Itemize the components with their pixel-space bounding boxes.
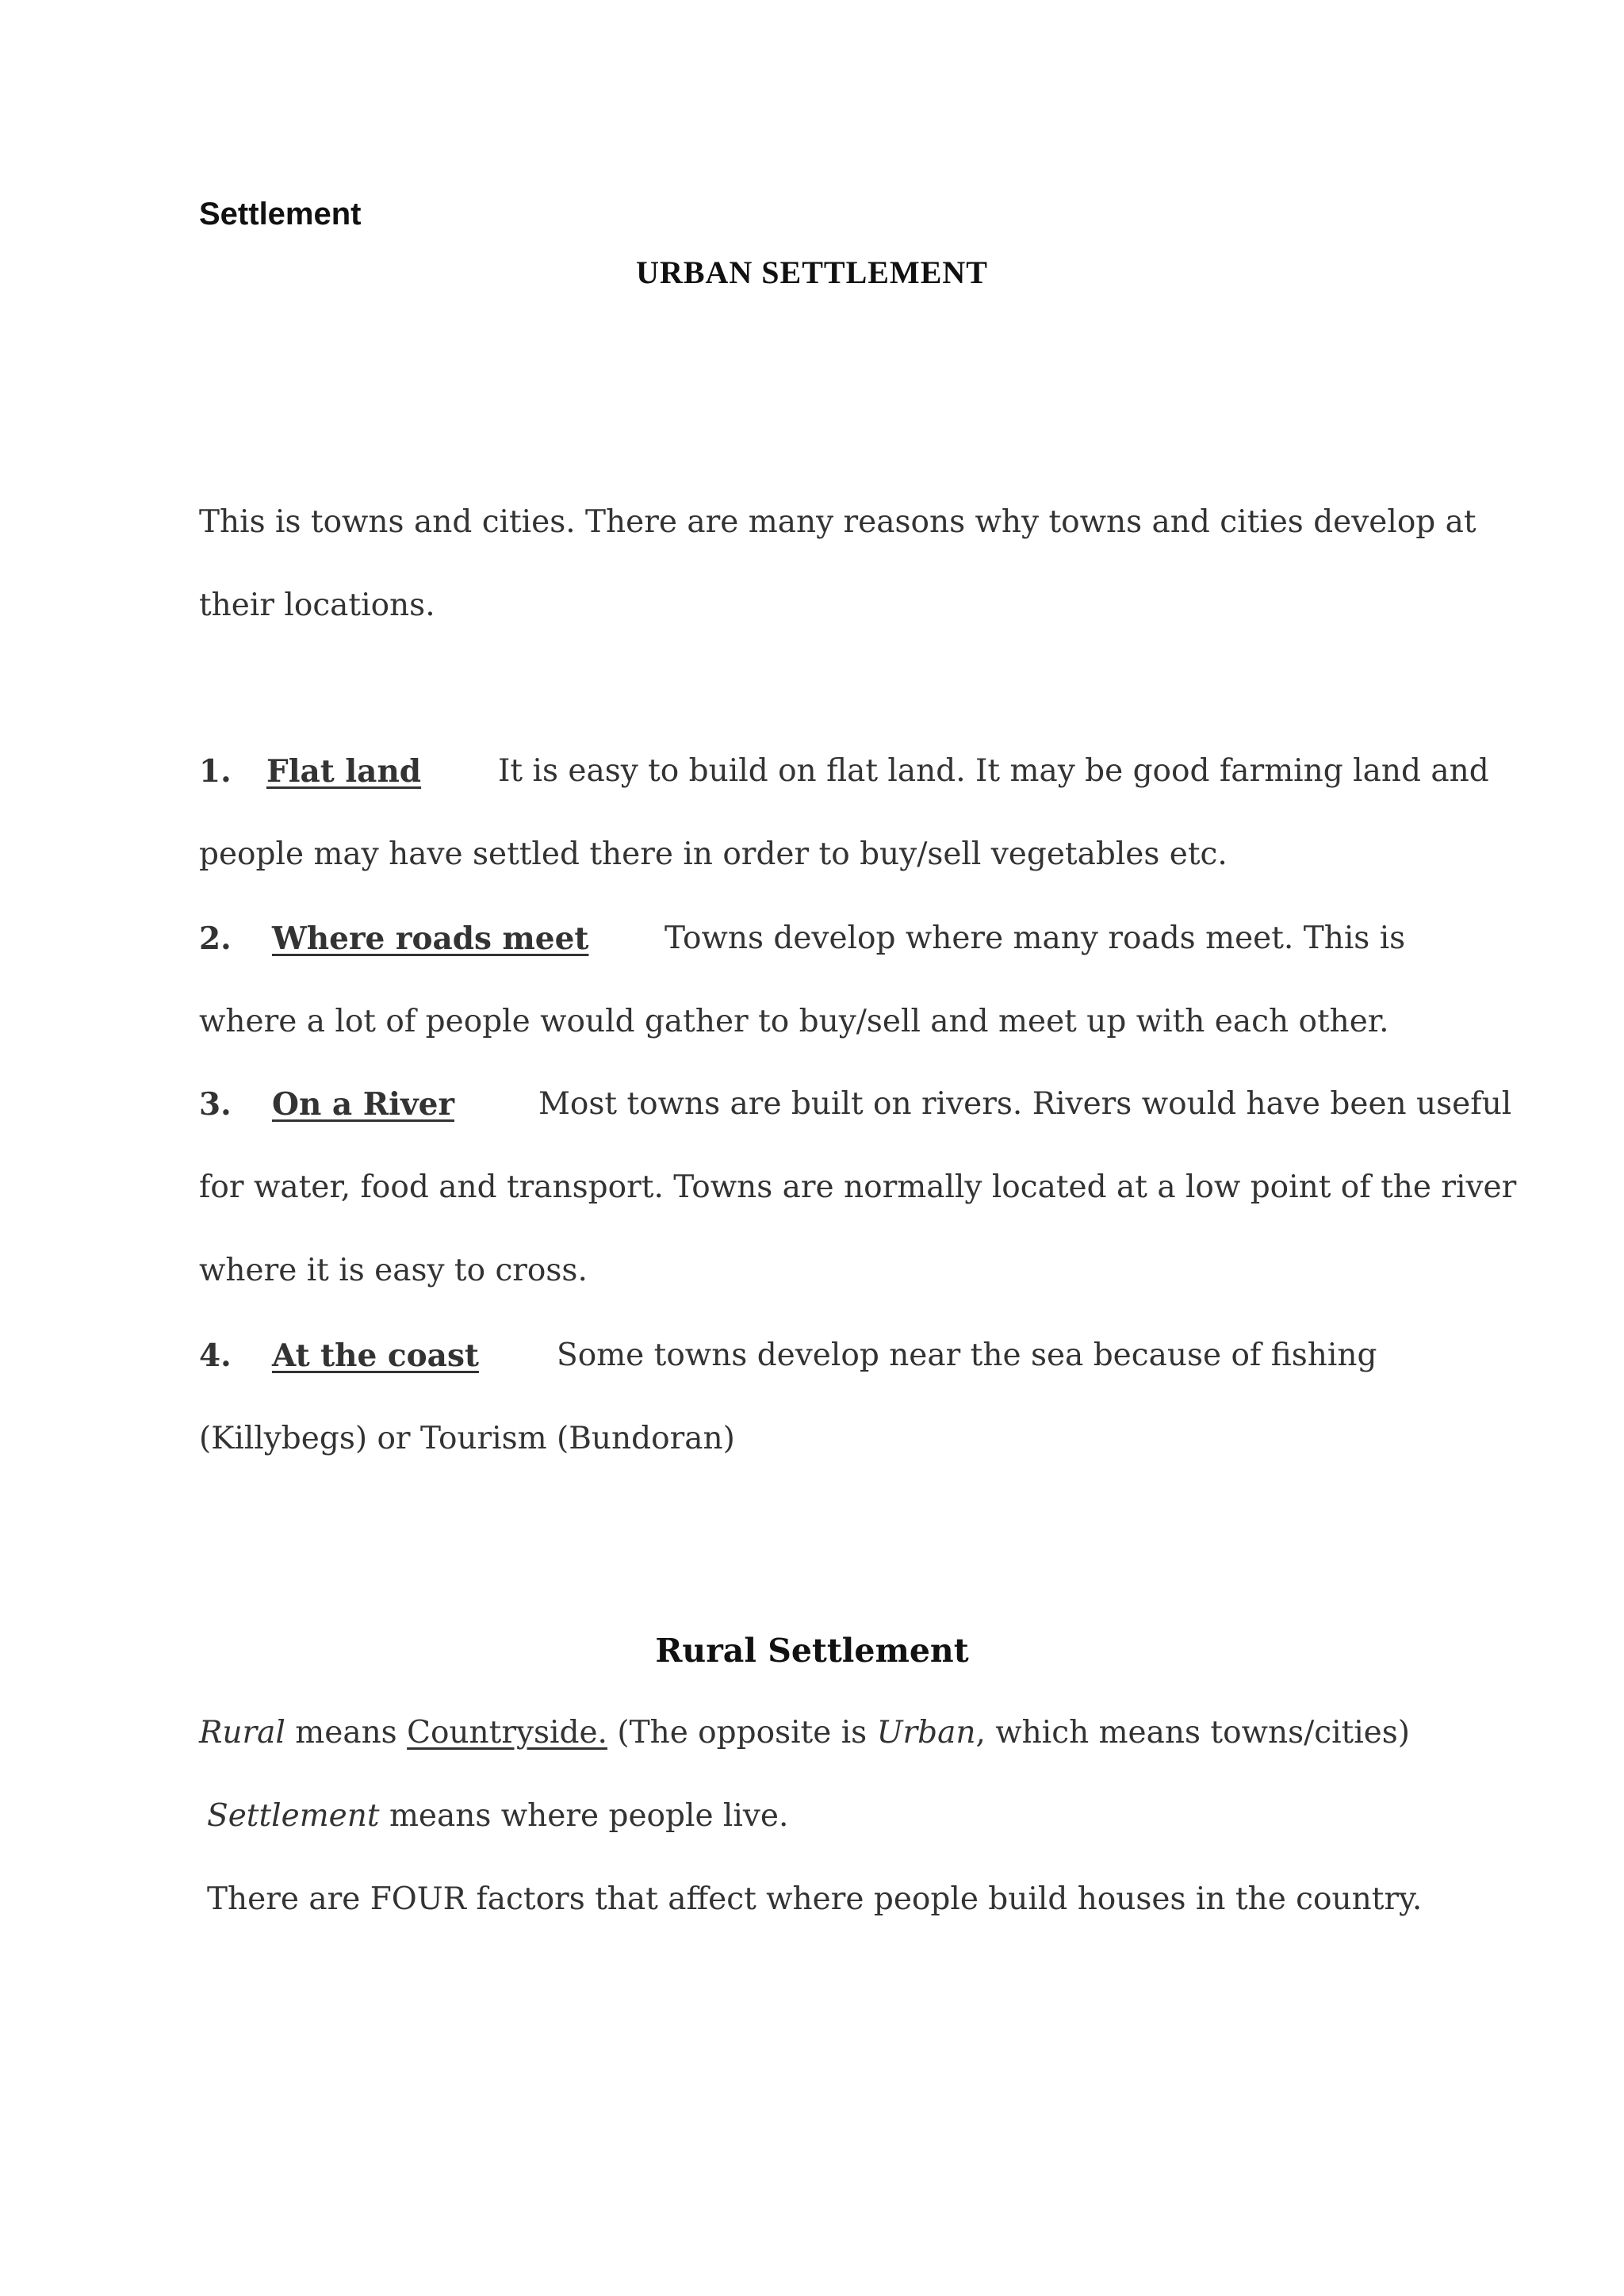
list-text: Most towns are built on rivers. Rivers would have been useful xyxy=(538,1086,1512,1122)
rural-term: Rural xyxy=(199,1715,285,1751)
list-term: Flat land xyxy=(266,753,422,790)
list-text: (Killybegs) or Tourism (Bundoran) xyxy=(199,1421,735,1456)
text-span: , which means towns/cities) xyxy=(975,1715,1410,1751)
document-label: Settlement xyxy=(199,197,362,232)
list-text: Some towns develop near the sea because of fishing xyxy=(557,1337,1377,1373)
list-text: people may have settled there in order to buy/sell vegetables etc. xyxy=(199,836,1228,872)
intro-line-2: their locations. xyxy=(199,587,435,623)
list-term: Where roads meet xyxy=(272,920,589,957)
list-text: Towns develop where many roads meet. This is xyxy=(665,920,1406,956)
list-number: 2. xyxy=(199,920,232,957)
list-term: On a River xyxy=(272,1086,455,1123)
section-title: Rural Settlement xyxy=(655,1632,969,1670)
list-text: for water, food and transport. Towns are normally located at a low point of the river xyxy=(199,1169,1517,1205)
text-span: (The opposite is xyxy=(607,1715,877,1751)
countryside-term: Countryside. xyxy=(407,1715,607,1751)
list-text: where it is easy to cross. xyxy=(199,1253,588,1288)
list-text: where a lot of people would gather to buy/sell and meet up with each other. xyxy=(199,1004,1389,1039)
text-span: means xyxy=(285,1715,408,1751)
urban-term: Urban xyxy=(876,1715,976,1751)
list-text: It is easy to build on flat land. It may be good farming land and xyxy=(498,753,1489,789)
settlement-term: Settlement xyxy=(207,1798,380,1834)
rural-definition-line xyxy=(199,1715,1410,1751)
list-term: At the coast xyxy=(272,1337,479,1374)
list-number: 4. xyxy=(199,1337,232,1374)
list-number: 3. xyxy=(199,1086,232,1123)
intro-line-1: This is towns and cities. There are many reasons why towns and cities develop at xyxy=(199,504,1477,540)
factors-line: There are FOUR factors that affect where people build houses in the country. xyxy=(207,1881,1423,1917)
list-number: 1. xyxy=(199,753,232,790)
settlement-definition-line xyxy=(207,1798,788,1834)
text-span: means where people live. xyxy=(379,1798,789,1834)
page-title: URBAN SETTLEMENT xyxy=(636,254,988,290)
